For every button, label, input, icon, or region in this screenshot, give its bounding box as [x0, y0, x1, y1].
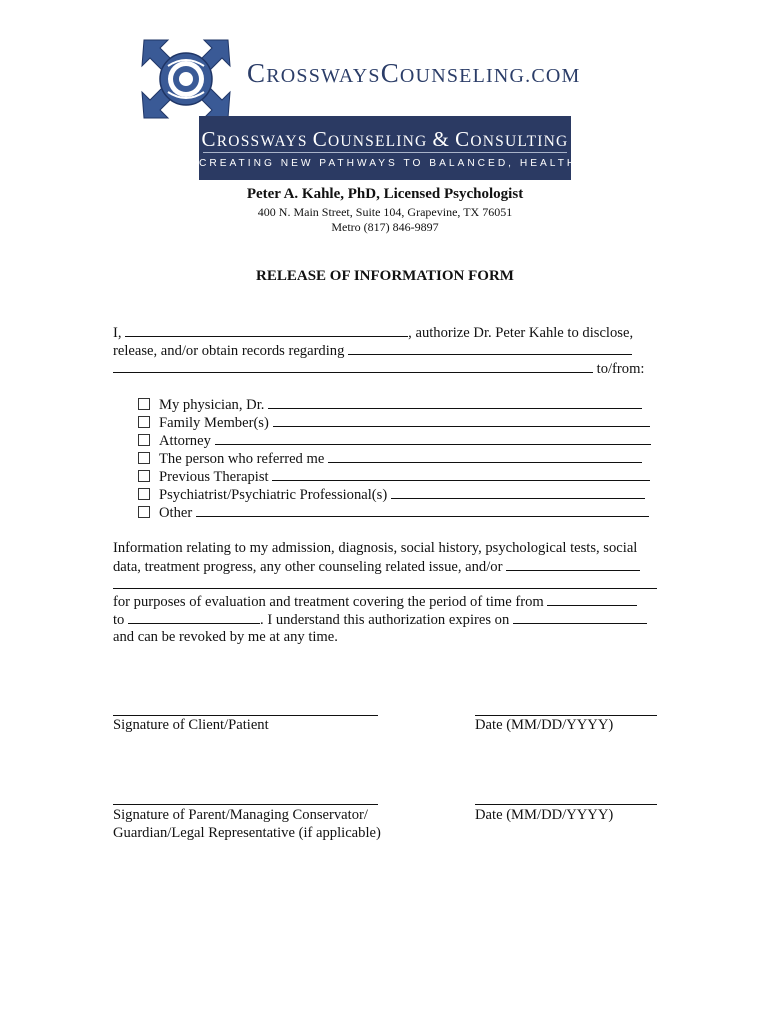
previous-therapist-checkbox[interactable] — [138, 470, 150, 482]
office-phone: Metro (817) 846-9897 — [331, 220, 439, 234]
expiration-date-field[interactable] — [513, 610, 647, 624]
intro-line-1: I, , authorize Dr. Peter Kahle to disclose, — [113, 325, 634, 341]
website-name: CROSSWAYSCOUNSELING.COM — [247, 58, 581, 88]
info-line-4: to . I understand this authorization expires on — [113, 610, 647, 629]
psychiatrist-checkbox[interactable] — [138, 488, 150, 500]
info-line-3: for purposes of evaluation and treatment covering the period of time from — [113, 592, 637, 611]
family-checkbox[interactable] — [138, 416, 150, 428]
client-name-field[interactable] — [125, 323, 408, 337]
doctor-name: Peter A. Kahle, PhD, Licensed Psychologist — [246, 186, 524, 202]
crossways-logo-icon — [138, 36, 234, 122]
banner-title: CROSSWAYS COUNSELING & CONSULTING — [201, 127, 569, 151]
option-physician: My physician, Dr. — [138, 395, 642, 414]
family-name-field[interactable] — [273, 413, 650, 427]
period-end-field[interactable] — [128, 610, 260, 624]
company-banner — [199, 116, 645, 180]
attorney-checkbox[interactable] — [138, 434, 150, 446]
physician-checkbox[interactable] — [138, 398, 150, 410]
banner-divider — [203, 152, 567, 153]
guardian-date-label: Date (MM/DD/YYYY) — [475, 807, 614, 823]
previous-therapist-field[interactable] — [272, 467, 650, 481]
guardian-date-field[interactable] — [475, 804, 657, 805]
option-previous-therapist: Previous Therapist — [138, 467, 650, 486]
intro-line-3: to/from: — [113, 359, 645, 378]
option-other: Other — [138, 503, 649, 522]
office-address: 400 N. Main Street, Suite 104, Grapevine, TX 76051 — [257, 205, 513, 219]
referrer-name-field[interactable] — [328, 449, 642, 463]
info-line-1: Information relating to my admission, diagnosis, social history, psychological tests, social — [113, 540, 638, 556]
option-referrer: The person who referred me — [138, 449, 642, 468]
other-issue-field-2[interactable] — [113, 575, 657, 589]
referrer-checkbox[interactable] — [138, 452, 150, 464]
physician-name-field[interactable] — [268, 395, 642, 409]
guardian-signature-label-2: Guardian/Legal Representative (if applicable) — [113, 825, 381, 841]
guardian-signature-field[interactable] — [113, 804, 378, 805]
form-title: RELEASE OF INFORMATION FORM — [256, 268, 514, 284]
info-line-5: and can be revoked by me at any time. — [113, 629, 338, 645]
client-signature-label: Signature of Client/Patient — [113, 717, 269, 733]
option-psychiatrist: Psychiatrist/Psychiatric Professional(s) — [138, 485, 645, 504]
period-start-field[interactable] — [547, 592, 637, 606]
client-date-label: Date (MM/DD/YYYY) — [475, 717, 614, 733]
attorney-name-field[interactable] — [215, 431, 651, 445]
records-subject-field[interactable] — [348, 341, 632, 355]
records-subject-field-2[interactable] — [113, 359, 593, 373]
option-attorney: Attorney — [138, 431, 651, 450]
info-line-2: data, treatment progress, any other counseling related issue, and/or — [113, 557, 640, 576]
option-family: Family Member(s) — [138, 413, 650, 432]
other-issue-field[interactable] — [506, 557, 640, 571]
other-checkbox[interactable] — [138, 506, 150, 518]
psychiatrist-name-field[interactable] — [391, 485, 645, 499]
banner-tagline: CREATING NEW PATHWAYS TO BALANCED, HEALTHY LIVING — [199, 158, 645, 169]
guardian-signature-label-1: Signature of Parent/Managing Conservator/ — [113, 807, 368, 823]
intro-line-2: release, and/or obtain records regarding — [113, 341, 632, 360]
other-name-field[interactable] — [196, 503, 649, 517]
